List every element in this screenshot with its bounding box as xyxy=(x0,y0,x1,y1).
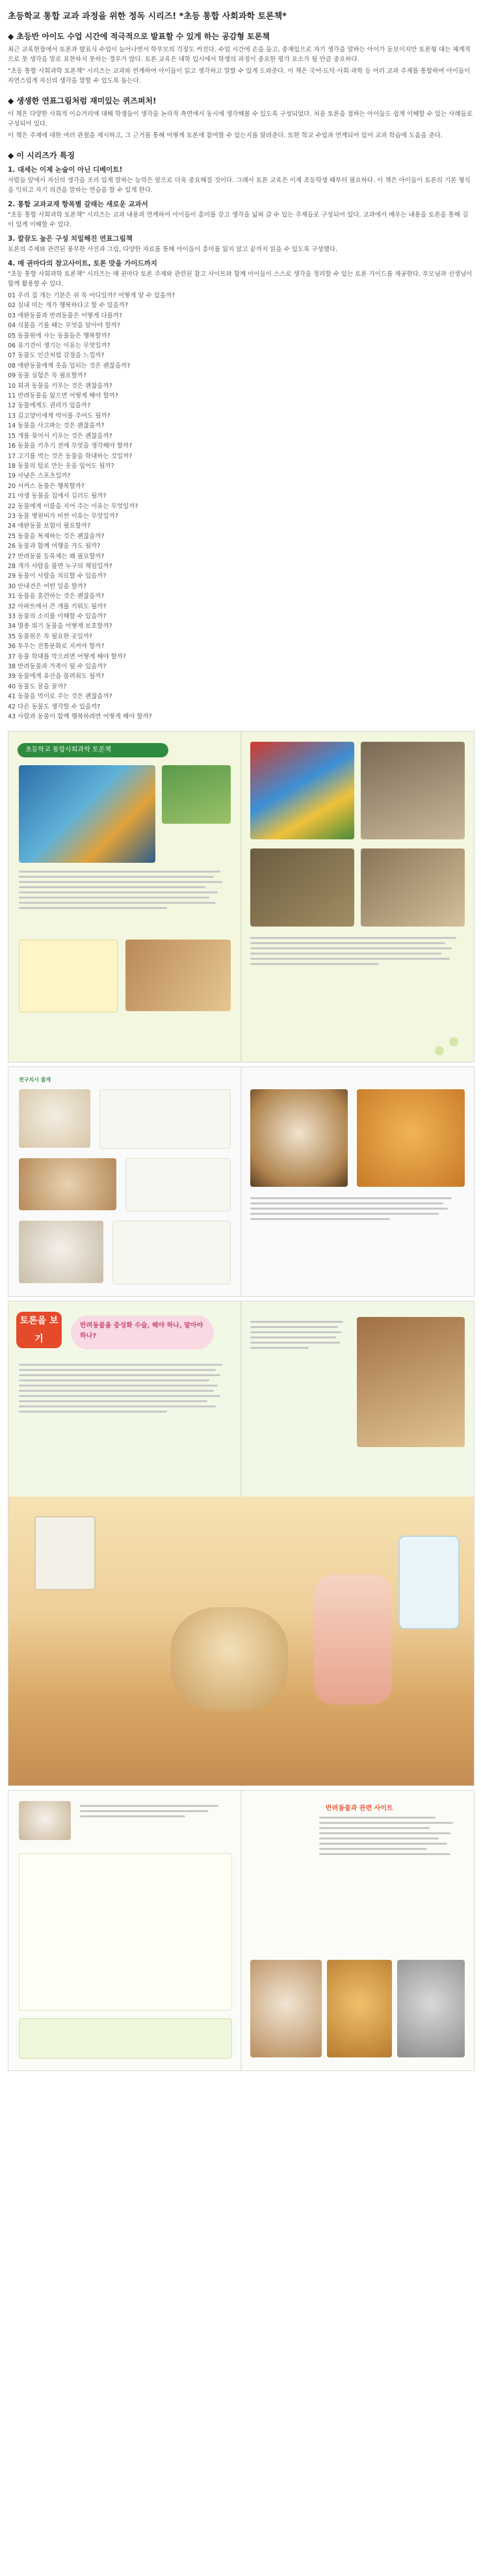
section-2-title: ◆ 생생한 연표그림처럼 재미있는 퀴즈퍼처! xyxy=(8,96,157,105)
text-line xyxy=(250,937,456,939)
question-item: 22 동물에게 이름을 지어 주는 이유는 무엇일까? xyxy=(8,502,138,510)
question-item: 39 동물에게 유산을 물려줘도 될까? xyxy=(8,673,105,681)
subsection-title: 4. 매 권마다의 참고사이트, 토론 맛을 가이드까지 xyxy=(8,260,157,267)
dog-photo xyxy=(327,1960,392,2057)
section-3-title: ◆ 이 시리즈가 특징 xyxy=(8,151,75,160)
question-list xyxy=(8,291,473,722)
cat-photo xyxy=(250,1960,322,2057)
body-text-block xyxy=(250,1197,465,1223)
question-item: 21 야생 동물을 집에서 길러도 될까? xyxy=(8,493,107,500)
question-item: 16 동물을 키우기 전에 무엇을 생각해야 할까? xyxy=(8,442,133,450)
activity-box xyxy=(19,1853,232,2011)
question-item: 12 동물에게도 권리가 있을까? xyxy=(8,402,91,410)
dog-photo xyxy=(19,1801,71,1840)
text-line xyxy=(250,1321,343,1323)
text-line xyxy=(19,1379,209,1381)
text-line xyxy=(250,1326,338,1328)
question-item: 37 동물 학대를 막으려면 어떻게 해야 할까? xyxy=(8,653,127,660)
section-banner: 초등학교 통합사회과학 토론책 xyxy=(18,743,168,757)
paragraph: 최근 교육현장에서 토론과 발표식 수업이 늘어나면서 학부모의 걱정도 커진다. 수업 시간에 손을 들고, 중재있으로 자기 생각을 말하는 아이가 돋보이지만 토론형 대는 체계적으로 못 생각을 말로 표현하지 못하는 경우가 많다. 토론 교육은 대학 입시에서 학생의 과정이 중요한 평가 요소가 될 만큼 중요하다. xyxy=(8,46,471,63)
subsection-title: 2. 통합 교과교재 항목별 갈래는 새로운 교과서 xyxy=(8,200,148,208)
text-line xyxy=(319,1832,450,1834)
puppy-photo xyxy=(125,940,231,1011)
parrot-photo xyxy=(397,1960,465,2057)
body-text-block xyxy=(80,1805,231,1821)
body-text-block xyxy=(250,1321,348,1352)
section-2 xyxy=(8,95,473,141)
subsection-title: 1. 대세는 이제 논술이 아닌 디베이트! xyxy=(8,166,123,174)
related-sites-title: 반려동물과 관련 사이트 xyxy=(326,1805,393,1813)
text-line xyxy=(250,1208,448,1210)
spread-1-right-page xyxy=(241,731,474,1062)
question-item: 42 다른 동물도 생각할 수 있을까? xyxy=(8,703,101,711)
text-line xyxy=(19,881,222,883)
section-1-title: ◆ 초등반 아이도 수업 시간에 적극적으로 발표할 수 있게 하는 공감형 토론책 xyxy=(8,32,270,41)
turtle-photo xyxy=(250,848,354,927)
question-item: 29 동물이 사람을 치료할 수 있을까? xyxy=(8,573,107,580)
text-line xyxy=(250,1197,452,1199)
paw-decoration xyxy=(449,1037,458,1046)
text-line xyxy=(19,1369,216,1371)
question-item: 32 아파트에서 큰 개를 키워도 될까? xyxy=(8,603,107,610)
question-item: 36 투우는 전통문화로 지켜야 할까? xyxy=(8,643,105,651)
question-item: 40 동물도 꿈을 꿀까? xyxy=(8,683,67,690)
question-item: 06 유기견이 생기는 이유는 무엇일까? xyxy=(8,342,110,350)
question-item: 05 동물원에 사는 동물들은 행복할까? xyxy=(8,332,110,340)
cat-photo xyxy=(361,742,465,839)
subsection-title: 3. 깔끔도 높은 구성 치밀해진 연표그림책 xyxy=(8,235,133,243)
question-item: 13 길고양이에게 먹이를 주어도 될까? xyxy=(8,412,110,420)
dog-photo xyxy=(19,1221,103,1283)
question-item: 30 안내견은 어떤 일을 할까? xyxy=(8,582,86,590)
headline: 초등학교 통합 교과 과정을 위한 정독 시리즈! *초등 통합 사회과학 토론책* xyxy=(8,12,287,21)
dog-illustration xyxy=(171,1607,288,1711)
text-line xyxy=(319,1848,427,1850)
question-item: 07 동물도 인간처럼 감정을 느낄까? xyxy=(8,352,105,360)
cabinet-illustration xyxy=(34,1516,96,1590)
question-item: 27 반려동물 등록제는 왜 필요할까? xyxy=(8,552,105,560)
text-line xyxy=(19,891,218,893)
parrot-photo xyxy=(250,742,354,839)
text-line xyxy=(319,1817,436,1819)
text-line xyxy=(319,1822,453,1824)
body-text-block xyxy=(19,1364,231,1416)
question-item: 38 반려동물과 가족이 될 수 있을까? xyxy=(8,663,107,671)
paragraph: "초등 통합 사회과학 토론책" 시리즈는 매 권마다 토론 주제와 관련된 참고 사이트와 함께 아이들이 스스로 생각을 정리할 수 있는 토론 가이드를 제공한다. 부모님과 선생님이 함께 활용할 수 있다. xyxy=(8,271,473,288)
animal-photo xyxy=(162,765,231,824)
beagle-photo xyxy=(250,1089,348,1187)
book-spread-2 xyxy=(8,1066,474,1297)
text-line xyxy=(19,897,209,899)
text-line xyxy=(319,1843,447,1845)
spread-1-left-page xyxy=(8,731,241,1062)
text-content xyxy=(0,0,481,722)
text-line xyxy=(19,907,167,909)
text-line xyxy=(19,902,216,904)
spread-4-left-page xyxy=(8,1791,241,2070)
text-line xyxy=(319,1837,439,1839)
paragraph: "초등 통합 사회과학 토론책" 시리즈는 교과와 연계하여 아이들이 읽고 생각하고 말할 수 있게 도와준다. 이 책은 국어·도덕·사회·과학 등 여러 교과 주제를 통합하여 아이들이 자연스럽게 자신의 생각을 말할 수 있도록 돕는다. xyxy=(8,68,471,85)
book-spread-4 xyxy=(8,1790,474,2071)
fish-photo xyxy=(19,765,155,863)
paragraph: "초등 통합 사회과학 토론책" 시리즈는 교과 내용과 연계하여 아이들이 흥미를 갖고 생각을 넓혀 갈 수 있는 주제들로 구성되어 있다. 교과에서 배우는 내용을 토론을 통해 깊이 있게 이해할 수 있다. xyxy=(8,211,469,228)
question-item: 03 애완동물과 반려동물은 어떻게 다를까? xyxy=(8,312,123,319)
text-line xyxy=(319,1853,450,1855)
text-line xyxy=(19,1385,218,1387)
question-item: 19 사냥은 스포츠일까? xyxy=(8,472,71,480)
text-line xyxy=(250,1202,443,1204)
text-line xyxy=(19,886,205,888)
text-line xyxy=(250,1342,340,1344)
pomeranian-photo xyxy=(357,1089,465,1187)
info-box xyxy=(19,940,118,1012)
debate-badge: 토론을 보기 xyxy=(16,1312,62,1348)
body-text-block xyxy=(19,871,231,912)
text-line xyxy=(19,1374,220,1376)
question-item: 34 멸종 위기 동물을 어떻게 보호할까? xyxy=(8,623,112,630)
question-item: 18 동물의 털로 만든 옷을 입어도 될까? xyxy=(8,462,114,470)
text-line xyxy=(19,1400,207,1402)
toilet-illustration xyxy=(398,1536,460,1629)
question-item: 09 동물 실험은 꼭 필요할까? xyxy=(8,372,86,380)
question-item: 02 실내 미는 개가 행복하다고 할 수 있을까? xyxy=(8,302,129,310)
dog-breed-text xyxy=(125,1158,231,1212)
question-item: 23 동물 병원비가 비싼 이유는 무엇일까? xyxy=(8,512,118,520)
question-item: 24 애완동물 보험이 필요할까? xyxy=(8,522,91,530)
text-line xyxy=(250,1213,439,1215)
spread-4-right-page xyxy=(241,1791,474,2070)
text-line xyxy=(250,947,452,949)
tortoise-photo xyxy=(361,848,465,927)
text-line xyxy=(19,876,214,878)
spread-2-left-page xyxy=(8,1067,241,1296)
question-item: 31 동물을 훈련하는 것은 괜찮을까? xyxy=(8,593,105,601)
text-line xyxy=(250,953,441,955)
question-item: 20 서커스 동물은 행복할까? xyxy=(8,482,84,490)
question-item: 41 동물을 먹이로 주는 것은 괜찮을까? xyxy=(8,693,112,701)
dog-photo xyxy=(19,1089,90,1148)
question-item: 33 동물의 소리를 이해할 수 있을까? xyxy=(8,613,107,620)
section-3 xyxy=(8,150,473,722)
text-line xyxy=(19,1390,214,1392)
dog-breed-text xyxy=(99,1089,231,1149)
text-line xyxy=(250,1331,341,1333)
question-item: 15 개를 묶어서 키우는 것은 괜찮을까? xyxy=(8,432,112,440)
question-item: 01 우리 집 개는 기분은 쉬 꼭 어디일까? 어떻게 알 수 있을까? xyxy=(8,292,176,299)
text-line xyxy=(19,1364,222,1366)
text-line xyxy=(250,942,445,944)
dog-illustration xyxy=(357,1317,465,1447)
paragraph: 이 책은 다양한 사회적 이슈거리에 대해 학생들이 생각을 논리적 측면에서 동시에 생각해볼 수 있도록 구성되었다. 처음 토론을 접하는 아이들도 쉽게 이해할 수 있는 사례들로 구성되어 있다. xyxy=(8,111,473,128)
question-item: 35 동물원은 꼭 필요한 곳일까? xyxy=(8,632,93,640)
question-item: 17 고기를 먹는 것은 동물을 학대하는 것일까? xyxy=(8,452,133,460)
text-line xyxy=(250,1336,336,1338)
paragraph: 사람들 앞에서 자신의 생각을 조리 있게 말하는 능력은 앞으로 더욱 중요해질 것이다. 그래서 토론 교육은 이제 초등학생 때부터 필요하다. 이 책은 아이들이 토론의 기본 형식을 익히고 자기 의견을 말하는 연습을 할 수 있게 한다. xyxy=(8,177,471,194)
question-item: 11 반려동물을 잃으면 어떻게 해야 할까? xyxy=(8,392,118,400)
question-item: 08 애완동물에게 옷을 입히는 것은 괜찮을까? xyxy=(8,362,131,370)
text-line xyxy=(19,871,220,873)
text-line xyxy=(319,1827,430,1829)
child-illustration xyxy=(314,1575,392,1705)
dog-breed-text xyxy=(112,1221,231,1284)
text-line xyxy=(19,1405,216,1407)
book-spread-3 xyxy=(8,1301,474,1786)
text-line xyxy=(250,963,379,965)
tip-box xyxy=(19,2018,232,2059)
text-line xyxy=(80,1810,208,1812)
question-item: 28 개가 사람을 물면 누구의 책임일까? xyxy=(8,562,112,570)
question-item: 43 사람과 동물이 함께 행복하려면 어떻게 해야 할까? xyxy=(8,713,152,721)
paragraph: 이 책은 주제에 대한 여러 관점을 제시하고, 그 근거를 통해 어떻게 토론에 참여할 수 있는지를 알려준다. 또한 학교 수업과 연계되어 있어 교과 학습에 도움을 준다. xyxy=(8,132,443,139)
question-item: 04 식물을 기를 때는 무엇을 알아야 할까? xyxy=(8,322,120,330)
question-bubble: 반려동물을 중성화 수술, 해야 하나, 말아야 하나? xyxy=(71,1316,214,1349)
paragraph: 토론의 주제와 관련된 풍부한 사진과 그림, 다양한 자료를 통해 아이들이 흥미를 잃지 않고 끝까지 읽을 수 있도록 구성했다. xyxy=(8,246,338,253)
body-text-block xyxy=(250,937,465,968)
text-line xyxy=(19,1411,167,1413)
text-line xyxy=(80,1805,218,1807)
paw-decoration xyxy=(435,1046,444,1055)
dog-photo xyxy=(19,1158,116,1210)
question-item: 26 동물과 함께 여행을 가도 될까? xyxy=(8,543,101,550)
question-item: 10 희귀 동물을 키우는 것은 괜찮을까? xyxy=(8,382,112,390)
text-line xyxy=(250,1347,309,1349)
site-list xyxy=(319,1817,465,1858)
section-1 xyxy=(8,31,473,86)
text-line xyxy=(250,1218,390,1220)
text-line xyxy=(80,1815,185,1817)
book-spread-1 xyxy=(8,731,474,1063)
text-line xyxy=(19,1395,220,1397)
section-label: 전구치시 물개 xyxy=(19,1077,51,1083)
question-item: 25 동물을 복제하는 것은 괜찮을까? xyxy=(8,532,105,540)
question-item: 14 동물을 사고파는 것은 괜찮을까? xyxy=(8,422,105,430)
text-line xyxy=(250,958,450,960)
spread-2-right-page xyxy=(241,1067,474,1296)
